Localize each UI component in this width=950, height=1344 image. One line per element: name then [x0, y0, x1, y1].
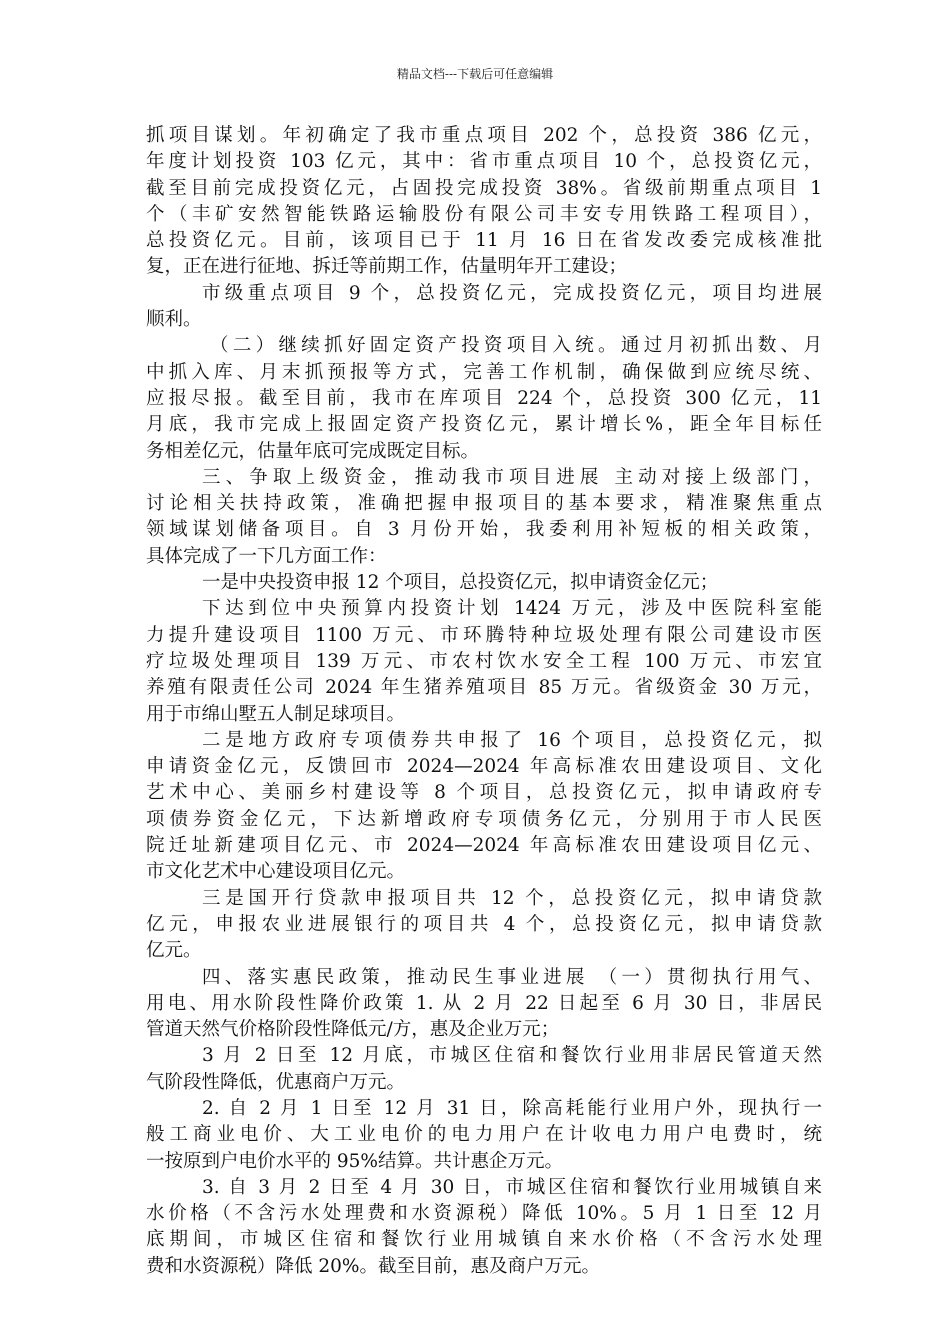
text-line: 亿元，申报农业进展银行的项目共 4 个，总投资亿元，拟申请贷款 [146, 913, 822, 935]
text-line: 项债券资金亿元，下达新增政府专项债务亿元，分别用于市人民医 [146, 808, 822, 830]
page-header: 精品文档---下载后可任意编辑 [396, 67, 554, 81]
text-line: 水价格（不含污水处理费和水资源税）降低 10%。5 月 1 日至 12 月 [146, 1203, 822, 1225]
text-line: 管道天然气价格阶段性降低元/方，惠及企业万元； [146, 1019, 560, 1041]
text-line: 气阶段性降低，优惠商户万元。 [146, 1071, 406, 1093]
text-line: 3 月 2 日至 12 月底，市城区住宿和餐饮行业用非居民管道天然 [202, 1045, 822, 1067]
text-line: 下达到位中央预算内投资计划 1424 万元，涉及中医院科室能 [202, 598, 822, 620]
text-line: 三是国开行贷款申报项目共 12 个，总投资亿元，拟申请贷款 [202, 887, 822, 909]
text-line: 市文化艺术中心建设项目亿元。 [146, 861, 406, 883]
text-line: 一按原到户电价水平的 95%结算。共计惠企万元。 [146, 1150, 564, 1172]
text-line: 抓项目谋划。年初确定了我市重点项目 202 个，总投资 386 亿元， [146, 125, 822, 146]
text-line: 三、争取上级资金，推动我市项目进展 主动对接上级部门， [202, 466, 822, 488]
text-line: 讨论相关扶持政策，准确把握申报项目的基本要求，精准聚焦重点 [146, 493, 822, 515]
text-line: 院迁址新建项目亿元、市 2024—2024 年高标准农田建设项目亿元、 [146, 835, 822, 857]
text-line: 复，正在进行征地、拆迁等前期工作，估量明年开工建设； [146, 256, 628, 278]
text-line: 疗垃圾处理项目 139 万元、市农村饮水安全工程 100 万元、市宏宜 [146, 650, 822, 672]
text-line: 中抓入库、月末抓预报等方式，完善工作机制，确保做到应统尽统、 [146, 361, 822, 383]
text-line: 总投资亿元。目前，该项目已于 11 月 16 日在省发改委完成核准批 [146, 230, 822, 252]
text-line: 2. 自 2 月 1 日至 12 月 31 日，除高耗能行业用户外，现执行一 [202, 1097, 822, 1119]
text-line: 一是中央投资申报 12 个项目，总投资亿元，拟申请资金亿元； [202, 572, 719, 594]
text-line: 顺利。 [146, 309, 202, 331]
text-line: 力提升建设项目 1100 万元、市环腾特种垃圾处理有限公司建设市医 [146, 624, 822, 646]
text-line: 月底，我市完成上报固定资产投资亿元，累计增长%，距全年目标任 [146, 414, 822, 436]
text-line: 务相差亿元，估量年底可完成既定目标。 [146, 440, 480, 462]
text-line: 用于市绵山墅五人制足球项目。 [146, 703, 406, 725]
text-line: 四、落实惠民政策，推动民生事业进展 （一）贯彻执行用气、 [202, 966, 822, 988]
text-line: 截至目前完成投资亿元，占固投完成投资 38%。省级前期重点项目 1 [146, 177, 822, 199]
text-line: 年度计划投资 103 亿元，其中：省市重点项目 10 个，总投资亿元， [146, 151, 822, 173]
text-line: 般工商业电价、大工业电价的电力用户在计收电力用户电费时，统 [146, 1124, 822, 1146]
text-line: 应报尽报。截至目前，我市在库项目 224 个，总投资 300 亿元，11 [146, 387, 822, 409]
text-line: 底期间，市城区住宿和餐饮行业用城镇自来水价格（不含污水处理 [146, 1229, 822, 1251]
text-line: 3. 自 3 月 2 日至 4 月 30 日，市城区住宿和餐饮行业用城镇自来 [202, 1176, 822, 1198]
text-line: 用电、用水阶段性降价政策 1. 从 2 月 22 日起至 6 月 30 日，非居民 [146, 992, 822, 1014]
text-line: 艺术中心、美丽乡村建设等 8 个项目，总投资亿元，拟申请政府专 [146, 782, 822, 804]
text-line: 二是地方政府专项债券共申报了 16 个项目，总投资亿元，拟 [202, 729, 822, 751]
text-line: 个（丰矿安然智能铁路运输股份有限公司丰安专用铁路工程项目）， [146, 203, 822, 225]
text-line: 市级重点项目 9 个，总投资亿元，完成投资亿元，项目均进展 [202, 282, 822, 304]
text-line: 亿元。 [146, 940, 202, 962]
text-line: （二）继续抓好固定资产投资项目入统。通过月初抓出数、月 [210, 335, 822, 357]
text-line: 养殖有限责任公司 2024 年生猪养殖项目 85 万元。省级资金 30 万元， [146, 677, 822, 699]
text-line: 申请资金亿元，反馈回市 2024—2024 年高标准农田建设项目、文化 [146, 756, 822, 778]
text-line: 费和水资源税）降低 20%。截至目前，惠及商户万元。 [146, 1255, 601, 1277]
text-line: 领域谋划储备项目。自 3 月份开始，我委利用补短板的相关政策， [146, 519, 822, 541]
text-line: 具体完成了一下几方面工作： [146, 545, 387, 567]
document-body [146, 123, 822, 1280]
